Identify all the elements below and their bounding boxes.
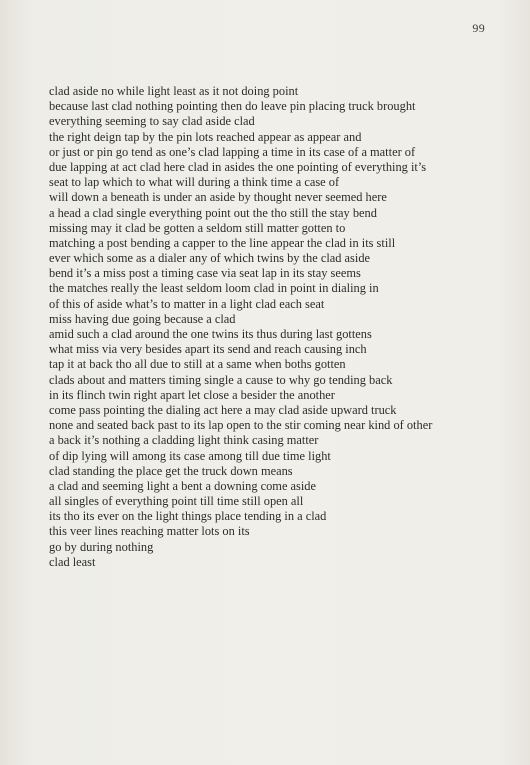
poem-line: tap it at back tho all due to still at a same when boths gotten: [49, 357, 346, 372]
poem-line: a clad and seeming light a bent a downing come aside: [49, 478, 317, 493]
poem-line: seat to lap which to what will during a think time a case of: [49, 175, 340, 190]
poem-line: a head a clad single everything point out the tho still the stay bend: [49, 205, 377, 220]
poem-line: miss having due going because a clad: [49, 311, 236, 326]
poem-line: amid such a clad around the one twins its thus during last gottens: [49, 327, 372, 341]
poem-line: this veer lines reaching matter lots on its: [49, 524, 250, 539]
poem-line: ever which some as a dialer any of which twins by the clad aside: [49, 251, 371, 266]
poem-line: none and seated back past to its lap open to the stir coming near kind of other: [49, 418, 433, 433]
poem-line: the right deign tap by the pin lots reached appear as appear and: [49, 129, 362, 144]
poem-line: come pass pointing the dialing act here a may clad aside upward truck: [49, 402, 397, 417]
poem-line: a back it’s nothing a cladding light think casing matter: [49, 433, 319, 448]
poem-line: all singles of everything point till time still open all: [49, 494, 304, 509]
poem-line: the matches really the least seldom loom clad in point in dialing in: [49, 281, 379, 296]
poem-line: everything seeming to say clad aside clad: [49, 114, 255, 129]
poem-line: missing may it clad be gotten a seldom still matter gotten to: [49, 220, 346, 235]
poem-line: matching a post bending a capper to the line appear the clad in its still: [49, 235, 396, 250]
poem-line: because last clad nothing pointing then do leave pin placing truck brought: [49, 99, 416, 114]
poem-line: will down a beneath is under an aside by thought never seemed here: [49, 190, 387, 205]
poem-line: in its flinch twin right apart let close a besider the another: [49, 387, 335, 402]
poem-text: [49, 84, 509, 570]
poem-line: bend it’s a miss post a timing case via seat lap in its stay seems: [49, 266, 361, 281]
poem-line: what miss via very besides apart its send and reach causing inch: [49, 342, 367, 357]
page-number: 99: [472, 21, 485, 35]
poem-line: clads about and matters timing single a cause to why go tending back: [49, 372, 393, 387]
poem-line: clad standing the place get the truck down means: [49, 463, 293, 478]
poem-line: its tho its ever on the light things place tending in a clad: [49, 509, 327, 524]
poem-line: go by during nothing: [49, 539, 154, 554]
poem-line: clad aside no while light least as it not doing point: [49, 84, 299, 98]
poem-line: due lapping at act clad here clad in asides the one pointing of everything it’s: [49, 159, 427, 174]
poem-line: of this of aside what’s to matter in a light clad each seat: [49, 296, 325, 311]
poem-line: or just or pin go tend as one’s clad lapping a time in its case of a matter of: [49, 144, 416, 159]
poem-line: of dip lying will among its case among till due time light: [49, 448, 331, 463]
poem-line: clad least: [49, 554, 96, 569]
